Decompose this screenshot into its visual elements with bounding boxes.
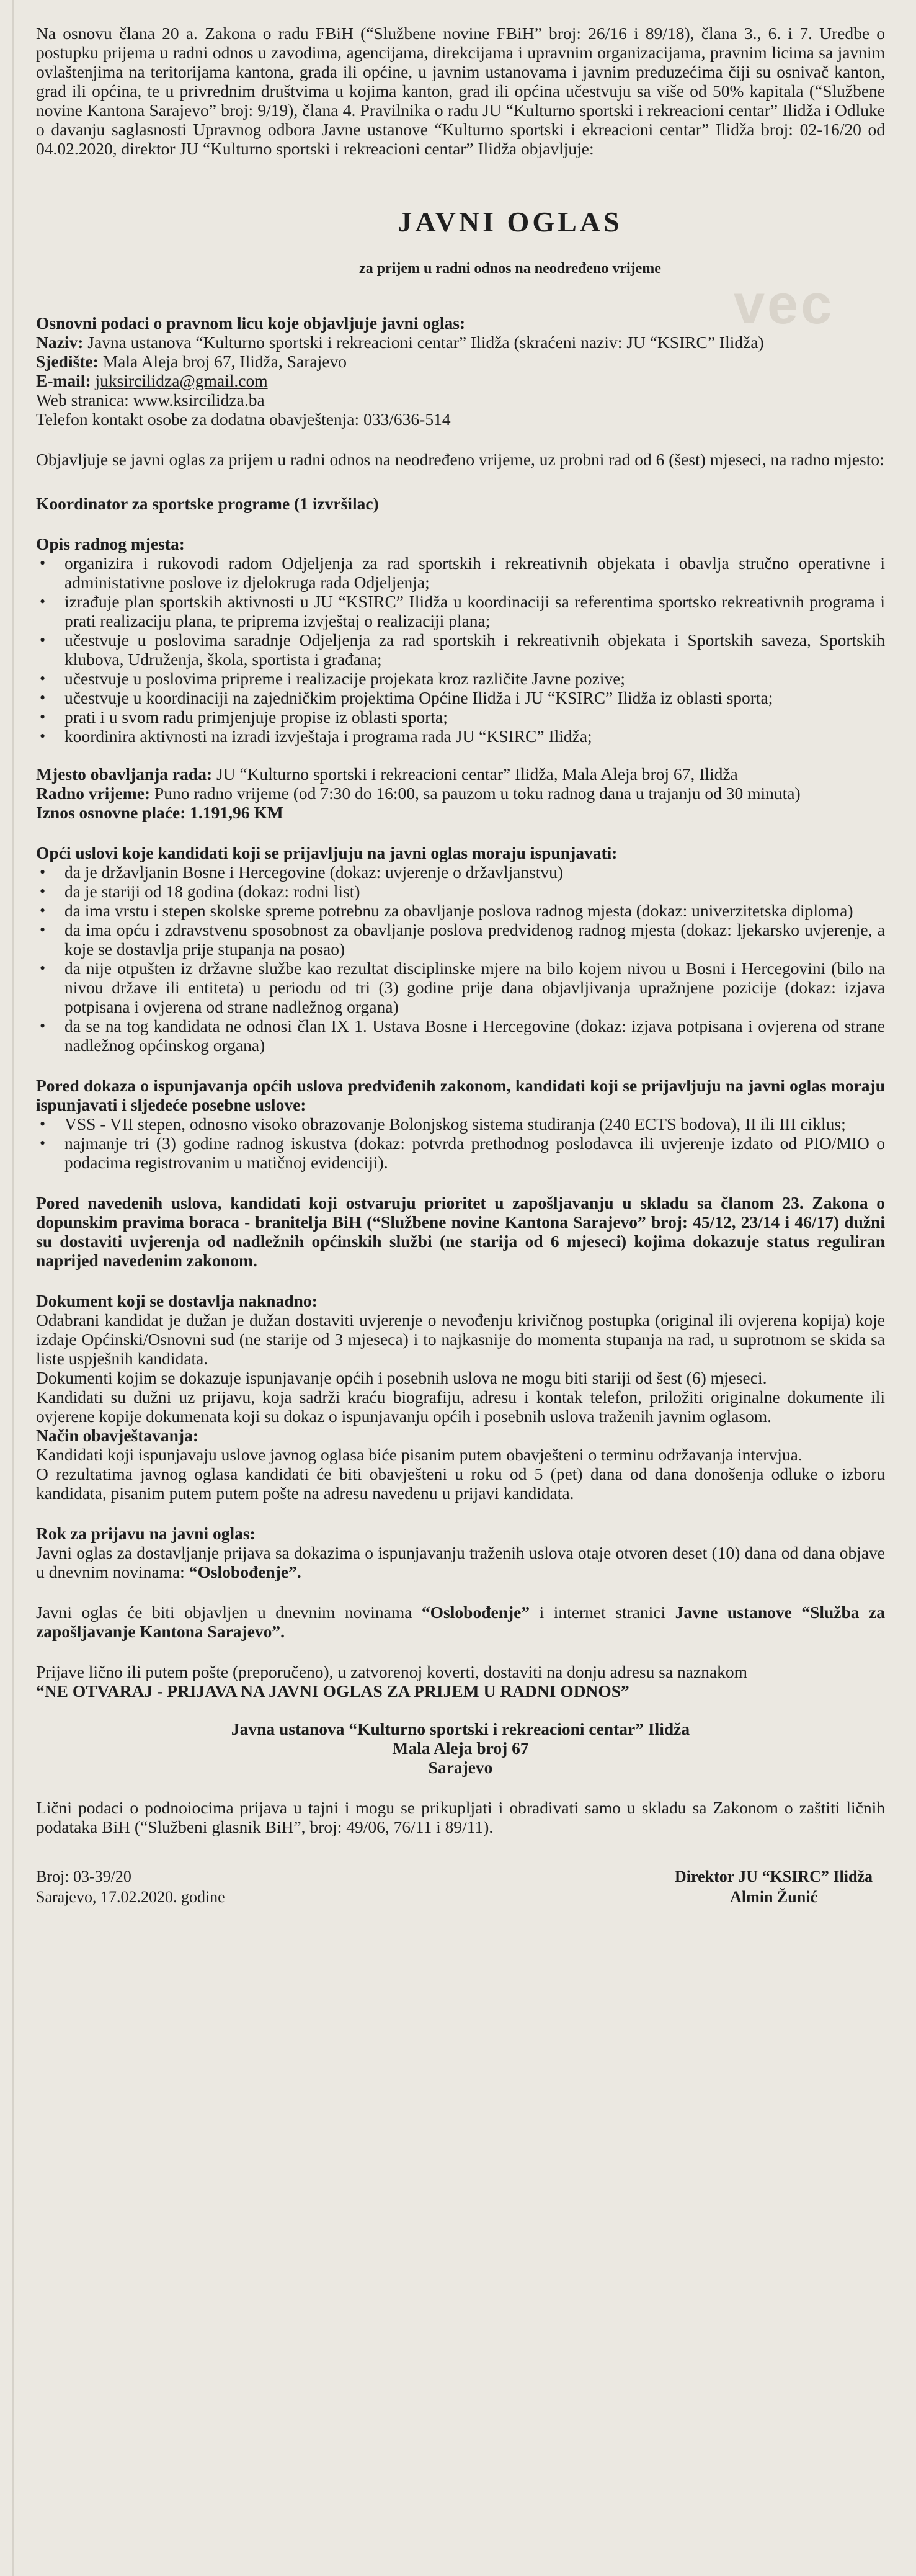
- documents-paragraph: Kandidati su dužni uz prijavu, koja sadrži kraću biografiju, adresu i kontak telefon, priložiti originalne dokumente ili ovjerene kopije dokumenata koji su dokaz o ispunjavanju općih i posebnih uslova traženih javnim oglasom.: [36, 1387, 885, 1426]
- deadline-heading: Rok za prijavu na javni oglas:: [36, 1524, 256, 1543]
- address-line-3: Sarajevo: [428, 1758, 493, 1777]
- footer-reference: [36, 1866, 225, 1907]
- email-link[interactable]: juksircilidza@gmail.com: [95, 371, 268, 390]
- list-item: • učestvuje u koordinaciji na zajedničkim projektima Općine Ilidža i JU “KSIRC” Ilidža iz oblasti sporta;: [36, 688, 885, 707]
- worktime-value: Puno radno vrijeme (od 7:30 do 16:00, sa pauzom u toku radnog dana u trajanju od 30 minuta): [150, 784, 801, 803]
- signature-block: [675, 1866, 885, 1907]
- reference-number: Broj: 03-39/20: [36, 1867, 131, 1885]
- list-item: • da ima opću i zdravstvenu sposobnost za obavljanje poslova predviđenog radnog mjesta (dokaz: ljekarsko uvjerenje, a koje se dostavlja prije stupanja na posao): [36, 920, 885, 959]
- email-line: [36, 371, 885, 390]
- address-line-2: Mala Aleja broj 67: [392, 1738, 529, 1758]
- salary-line: Iznos osnovne plaće: 1.191,96 KM: [36, 803, 283, 822]
- veterans-paragraph: Pored navedenih uslova, kandidati koji ostvaruju prioritet u zapošljavanju u skladu sa članom 23. Zakona o dopunskim pravima boraca - branitelja BiH (“Službene novine Kantona Sarajevo” broj: 45/12, 23/14 i 46/17) dužni su dostaviti uvjerenja od nadležnih općinskih službi (ne starija od 6 mjeseci) kojima dokazuje status reguliran naprijed navedenim zakonom.: [36, 1193, 885, 1270]
- sjediste-line: [36, 352, 885, 371]
- notification-paragraph: Kandidati koji ispunjavaju uslove javnog oglasa biće pisanim putem obavješteni o terminu održavanja intervjua.: [36, 1445, 803, 1464]
- workplace-label: Mjesto obavljanja rada:: [36, 764, 213, 784]
- list-item: • učestvuje u poslovima pripreme i realizacije projekata kroz različite Javne pozive;: [36, 669, 885, 688]
- list-item: • organizira i rukovodi radom Odjeljenja za rad sportskih i rekreativnih objekata i obavlja stručno operativne i administativne poslove iz djelokruga rada Odjeljenja;: [36, 553, 885, 592]
- published-paper: “Oslobođenje”: [421, 1603, 530, 1622]
- web-line: Web stranica: www.ksircilidza.ba: [36, 390, 265, 409]
- deadline-paper: “Oslobođenje”.: [189, 1562, 301, 1581]
- documents-heading: Dokument koji se dostavlja naknadno:: [36, 1291, 318, 1310]
- general-conditions-list: [36, 862, 885, 1055]
- published-text-2: i internet stranici: [530, 1603, 675, 1622]
- list-item: • prati i u svom radu primjenjuje propise iz oblasti sporta;: [36, 707, 885, 727]
- workplace-value: JU “Kulturno sportski i rekreacioni centar” Ilidža, Mala Aleja broj 67, Ilidža: [212, 764, 738, 784]
- reference-date: Sarajevo, 17.02.2020. godine: [36, 1888, 225, 1906]
- special-conditions-list: [36, 1114, 885, 1172]
- naziv-label: Naziv:: [36, 333, 84, 352]
- deadline-text: Javni oglas za dostavljanje prijava sa dokazima o ispunjavanju traženih uslova otaje otvoren deset (10) dana od dana objave u dnevnim novinama:: [36, 1543, 885, 1581]
- page-subtitle: za prijem u radni odnos na neodređeno vrijeme: [359, 261, 661, 277]
- sjediste-value: Mala Aleja broj 67, Ilidža, Sarajevo: [98, 352, 347, 371]
- list-item: • učestvuje u poslovima saradnje Odjeljenja za rad sportskih i rekreativnih objekata i Sportskih saveza, Sportskih klubova, Udruženja, škola, sportista i građana;: [36, 630, 885, 669]
- special-conditions-heading: Pored dokaza o ispunjavanja općih uslova predviđenih zakonom, kandidati koji se prijavljuju na javni oglas moraju ispunjavati i sljedeće posebne uslove:: [36, 1076, 885, 1114]
- duties-list: [36, 553, 885, 746]
- list-item: • da je stariji od 18 godina (dokaz: rodni list): [36, 882, 885, 901]
- submit-paragraph: Prijave lično ili putem pošte (preporučeno), u zatvorenoj koverti, dostaviti na donju adresu sa naznakom: [36, 1662, 748, 1681]
- list-item: • da nije otpušten iz državne službe kao rezultat disciplinske mjere na bilo kojem nivou u Bosni i Hercegovini (bilo na nivou države ili entiteta) u periodu od tri (3) godine prije dana objavljivanja upražnjene pozicije (dokaz: izjava potpisana i ovjerena od strane nadležnog organa): [36, 959, 885, 1016]
- director-name: Almin Žunić: [730, 1888, 817, 1906]
- workplace-line: [36, 764, 885, 784]
- director-title: Direktor JU “KSIRC” Ilidža: [675, 1867, 873, 1885]
- worktime-line: [36, 784, 885, 803]
- bleed-through-artifact: vec: [734, 274, 835, 336]
- notification-paragraph: O rezultatima javnog oglasa kandidati će biti obavješteni u roku od 5 (pet) dana od dana donošenja odluke o izboru kandidata, pisanim putem putem pošte na adresu navedenu u prijavi kandidata.: [36, 1464, 885, 1503]
- list-item: • da se na tog kandidata ne odnosi član IX 1. Ustava Bosne i Hercegovine (dokaz: izjava potpisana i ovjerena od strane nadležnog općinskog organa): [36, 1016, 885, 1055]
- list-item: • koordinira aktivnosti na izradi izvještaja i programa rada JU “KSIRC” Ilidža;: [36, 727, 885, 746]
- page-title: JAVNI OGLAS: [398, 206, 623, 238]
- list-item: • da ima vrstu i stepen skolske spreme potrebnu za obavljanje poslova radnog mjesta (dokaz: univerzitetska diploma): [36, 901, 885, 920]
- list-item: • VSS - VII stepen, odnosno visoko obrazovanje Bolonjskog sistema studiranja (240 ECTS bodova), II ili III ciklus;: [36, 1114, 885, 1134]
- notification-heading: Način obavještavanja:: [36, 1426, 199, 1445]
- submit-label: “NE OTVARAJ - PRIJAVA NA JAVNI OGLAS ZA PRIJEM U RADNI ODNOS”: [36, 1681, 629, 1701]
- list-item: • izrađuje plan sportskih aktivnosti u JU “KSIRC” Ilidža u koordinaciji sa referentima sportsko rekreativnih programa i prati realizaciju plana, te priprema izvještaj o realizaciji plana;: [36, 592, 885, 630]
- general-conditions-heading: Opći uslovi koje kandidati koji se prijavljuju na javni oglas moraju ispunjavati:: [36, 843, 618, 862]
- address-line-1: Javna ustanova “Kulturno sportski i rekreacioni centar” Ilidža: [231, 1719, 690, 1738]
- duties-heading: Opis radnog mjesta:: [36, 534, 185, 553]
- footer: [36, 1866, 885, 1907]
- worktime-label: Radno vrijeme:: [36, 784, 151, 803]
- position-title: Koordinator za sportske programe (1 izvršilac): [36, 494, 379, 513]
- sjediste-label: Sjedište:: [36, 352, 99, 371]
- phone-line: Telefon kontakt osobe za dodatna obavještenja: 033/636-514: [36, 409, 451, 429]
- naziv-value: Javna ustanova “Kulturno sportski i rekreacioni centar” Ilidža (skraćeni naziv: JU “KSIRC” Ilidža): [83, 333, 764, 352]
- list-item: • najmanje tri (3) godine radnog iskustva (dokaz: potvrda prethodnog poslodavca ili uvjerenje izdato od PIO/MIO o podacima registrovanim u matičnoj evidenciji).: [36, 1134, 885, 1172]
- list-item: • da je državljanin Bosne i Hercegovine (dokaz: uvjerenje o državljanstvu): [36, 862, 885, 882]
- basic-info-heading: Osnovni podaci o pravnom licu koje objavljuje javni oglas:: [36, 313, 466, 333]
- deadline-paragraph: [36, 1543, 885, 1581]
- published-text-1: Javni oglas će biti objavljen u dnevnim novinama: [36, 1603, 422, 1622]
- published-paragraph: [36, 1603, 885, 1641]
- announce-paragraph: Objavljuje se javni oglas za prijem u radni odnos na neodređeno vrijeme, uz probni rad od 6 (šest) mjeseci, na radno mjesto:: [36, 450, 884, 469]
- email-label: E-mail:: [36, 371, 91, 390]
- privacy-paragraph: Lični podaci o podnoiocima prijava u tajni i mogu se prikupljati i obrađivati samo u skladu sa Zakonom o zaštiti ličnih podataka BiH (“Službeni glasnik BiH”, broj: 49/06, 76/11 i 89/11).: [36, 1798, 885, 1836]
- documents-paragraph: Odabrani kandidat je dužan je dužan dostaviti uvjerenje o nevođenju krivičnog postupka (original ili ovjerena kopija) koje izdaje Općinski/Osnovni sud (ne starije od 3 mjeseca) i to najkasnije do momenta stupanja na rad, u suprotnom se skida sa liste uspješnih kandidata.: [36, 1310, 885, 1368]
- documents-paragraph: Dokumenti kojim se dokazuje ispunjavanje općih i posebnih uslova ne mogu biti stariji od šest (6) mjeseci.: [36, 1368, 767, 1387]
- published-website: Javne ustanove “Služba za zapošljavanje Kantona Sarajevo”.: [36, 1603, 885, 1641]
- intro-paragraph: Na osnovu člana 20 a. Zakona o radu FBiH (“Službene novine FBiH” broj: 26/16 i 89/18), člana 3., 6. i 7. Uredbe o postupku prijema u radni odnos u zavodima, agencijama, direkcijama i upravnim organizacijama, pravnim licima sa javnim ovlaštenjima na teritorijama kantona, grada ili općine, u javnim ustanovama i javnim preduzećima čiji su osnivač kanton, grad ili općina, te u privrednim društvima u kojima kanton, grad ili općina učestvuju sa više od 50% kapitala (“Službene novine Kantona Sarajevo” broj: 9/19), člana 4. Pravilnika o radu JU “Kulturno sportski i rekreacioni centar” Ilidža i Odluke o davanju saglasnosti Upravnog odbora Javne ustanove “Kulturno sportski i ekreacioni centar” Ilidža broj: 02-16/20 od 04.02.2020, direktor JU “Kulturno sportski i rekreacioni centar” Ilidža objavljuje:: [36, 24, 885, 158]
